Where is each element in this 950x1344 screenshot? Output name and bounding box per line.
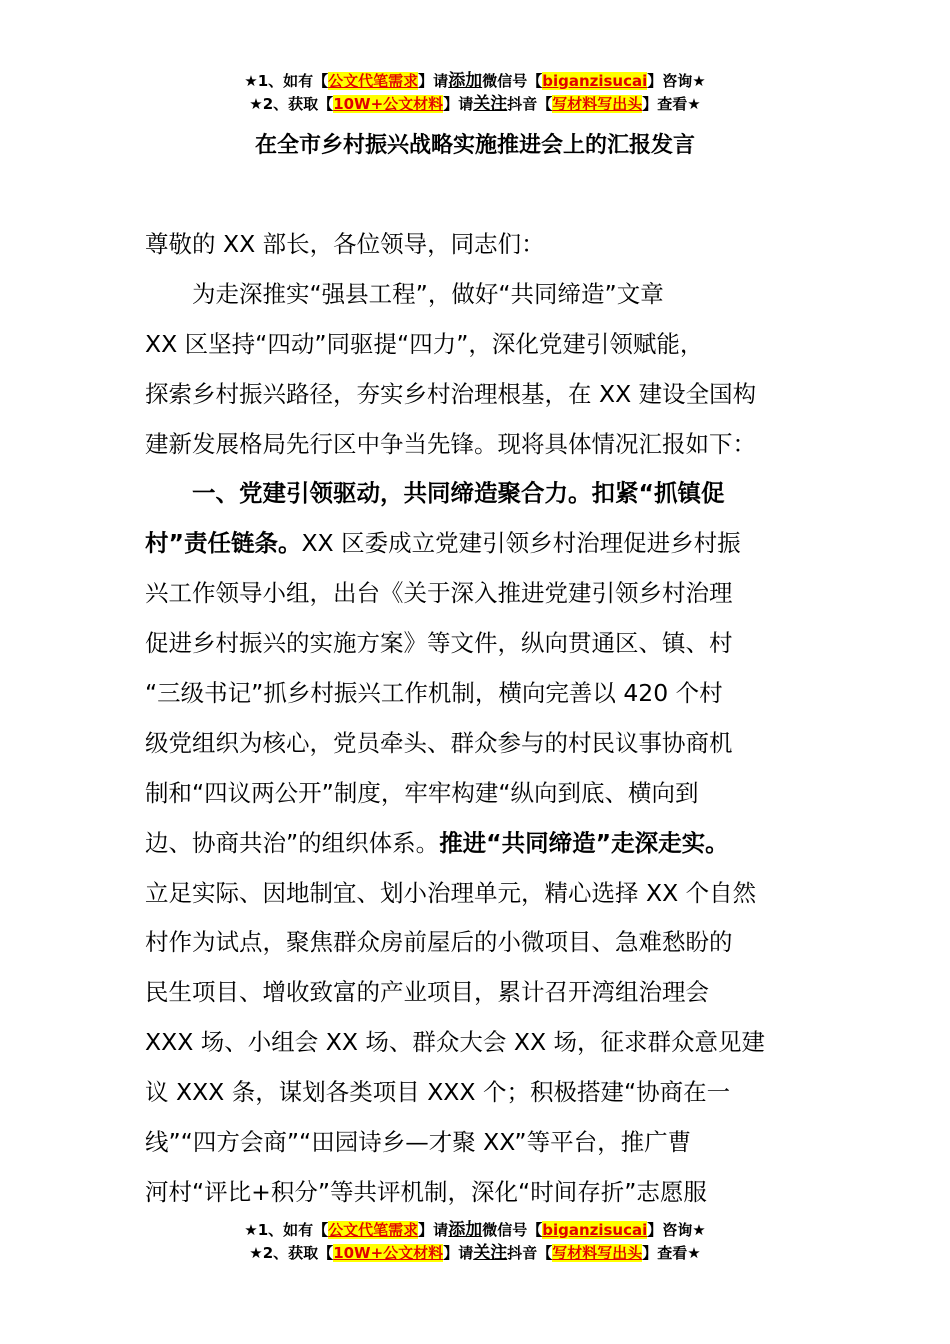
body-line	[145, 475, 835, 525]
body-line	[145, 276, 835, 326]
banner-highlight: 公文代笔需求	[328, 1221, 419, 1239]
body-line	[145, 575, 835, 625]
banner-highlight: biganzisucai	[542, 1221, 648, 1239]
bold-text: 一、党建引领驱动，共同缔造聚合力。扣紧“抓镇促	[145, 479, 725, 508]
body-line	[145, 1024, 835, 1074]
banner-line-2	[0, 1242, 950, 1265]
body-text: 兴工作领导小组，出台《关于深入推进党建引领乡村治理	[145, 579, 733, 608]
banner-highlight: 公文代笔需求	[328, 72, 419, 90]
body-text: 河村“评比+积分”等共评机制，深化“时间存折”志愿服	[145, 1177, 707, 1206]
header-banner	[0, 70, 950, 116]
banner-text: ★1、如有【	[244, 1221, 329, 1239]
body-text: 促进乡村振兴的实施方案》等文件，纵向贯通区、镇、村	[145, 629, 733, 658]
banner-text: ★2、获取【	[249, 1244, 334, 1262]
footer-banner	[0, 1219, 950, 1265]
banner-line-1	[0, 70, 950, 93]
body-line	[145, 525, 835, 575]
bold-text: 推进“共同缔造”走深走实。	[439, 828, 729, 857]
banner-text: 微信号【	[482, 1221, 543, 1239]
body-line	[145, 1124, 835, 1174]
banner-text: ★2、获取【	[249, 95, 334, 113]
banner-highlight: 10W+公文材料	[333, 1244, 444, 1262]
banner-underline: 关注	[473, 1243, 508, 1263]
body-line	[145, 775, 835, 825]
banner-highlight: 10W+公文材料	[333, 95, 444, 113]
body-text: XX 区坚持“四动”同驱提“四力”，深化党建引领赋能，	[145, 329, 704, 358]
banner-text: 】请	[443, 95, 474, 113]
body-line	[145, 376, 835, 426]
banner-highlight: 写材料写出头	[552, 1244, 643, 1262]
body-text: 级党组织为核心，党员牵头、群众参与的村民议事协商机	[145, 728, 733, 757]
body-text: XX 区委成立党建引领乡村治理促进乡村振	[301, 529, 741, 558]
banner-underline: 添加	[448, 1220, 483, 1240]
banner-text: 】请	[418, 1221, 449, 1239]
banner-text: 抖音【	[507, 95, 553, 113]
banner-text: 】咨询★	[647, 1221, 706, 1239]
banner-highlight: biganzisucai	[542, 72, 648, 90]
document-title: 在全市乡村振兴战略实施推进会上的汇报发言	[254, 133, 695, 158]
body-line	[145, 326, 835, 376]
body-text: 制和“四议两公开”制度，牢牢构建“纵向到底、横向到	[145, 778, 699, 807]
body-text: 边、协商共治”的组织体系。	[145, 828, 440, 857]
banner-line-2	[0, 93, 950, 116]
body-line	[145, 875, 835, 925]
bold-text: 村”责任链条。	[145, 529, 302, 558]
body-text: 建新发展格局先行区中争当先锋。现将具体情况汇报如下：	[145, 429, 756, 458]
body-text: 尊敬的 XX 部长，各位领导，同志们：	[145, 230, 545, 258]
banner-line-1	[0, 1219, 950, 1242]
banner-text: ★1、如有【	[244, 72, 329, 90]
banner-text: 】查看★	[642, 95, 701, 113]
body-text: 村作为试点，聚焦群众房前屋后的小微项目、急难愁盼的	[145, 928, 733, 957]
body-line	[145, 725, 835, 775]
body-text: XXX 场、小组会 XX 场、群众大会 XX 场，征求群众意见建	[145, 1028, 766, 1057]
document-body	[145, 226, 835, 1224]
body-text: “三级书记”抓乡村振兴工作机制，横向完善以 420 个村	[145, 679, 723, 708]
banner-text: 微信号【	[482, 72, 543, 90]
body-line	[145, 825, 835, 875]
body-line	[145, 426, 835, 476]
body-line	[145, 974, 835, 1024]
banner-text: 】查看★	[642, 1244, 701, 1262]
body-line	[145, 1174, 835, 1224]
body-text: 议 XXX 条，谋划各类项目 XXX 个；积极搭建“协商在一	[145, 1078, 731, 1107]
body-text: 为走深推实“强县工程”，做好“共同缔造”文章	[145, 279, 664, 308]
body-text: 立足实际、因地制宜、划小治理单元，精心选择 XX 个自然	[145, 878, 757, 907]
banner-underline: 关注	[473, 94, 508, 114]
body-line	[145, 675, 835, 725]
banner-text: 】咨询★	[647, 72, 706, 90]
banner-underline: 添加	[448, 71, 483, 91]
body-line	[145, 226, 835, 276]
body-line	[145, 625, 835, 675]
body-line	[145, 1074, 835, 1124]
banner-text: 】请	[418, 72, 449, 90]
banner-highlight: 写材料写出头	[552, 95, 643, 113]
body-text: 探索乡村振兴路径，夯实乡村治理根基，在 XX 建设全国构	[145, 379, 757, 408]
banner-text: 】请	[443, 1244, 474, 1262]
banner-text: 抖音【	[507, 1244, 553, 1262]
body-line	[145, 924, 835, 974]
body-text: 民生项目、增收致富的产业项目，累计召开湾组治理会	[145, 978, 709, 1007]
body-text: 线”“四方会商”“田园诗乡—才聚 XX”等平台，推广曹	[145, 1128, 692, 1157]
